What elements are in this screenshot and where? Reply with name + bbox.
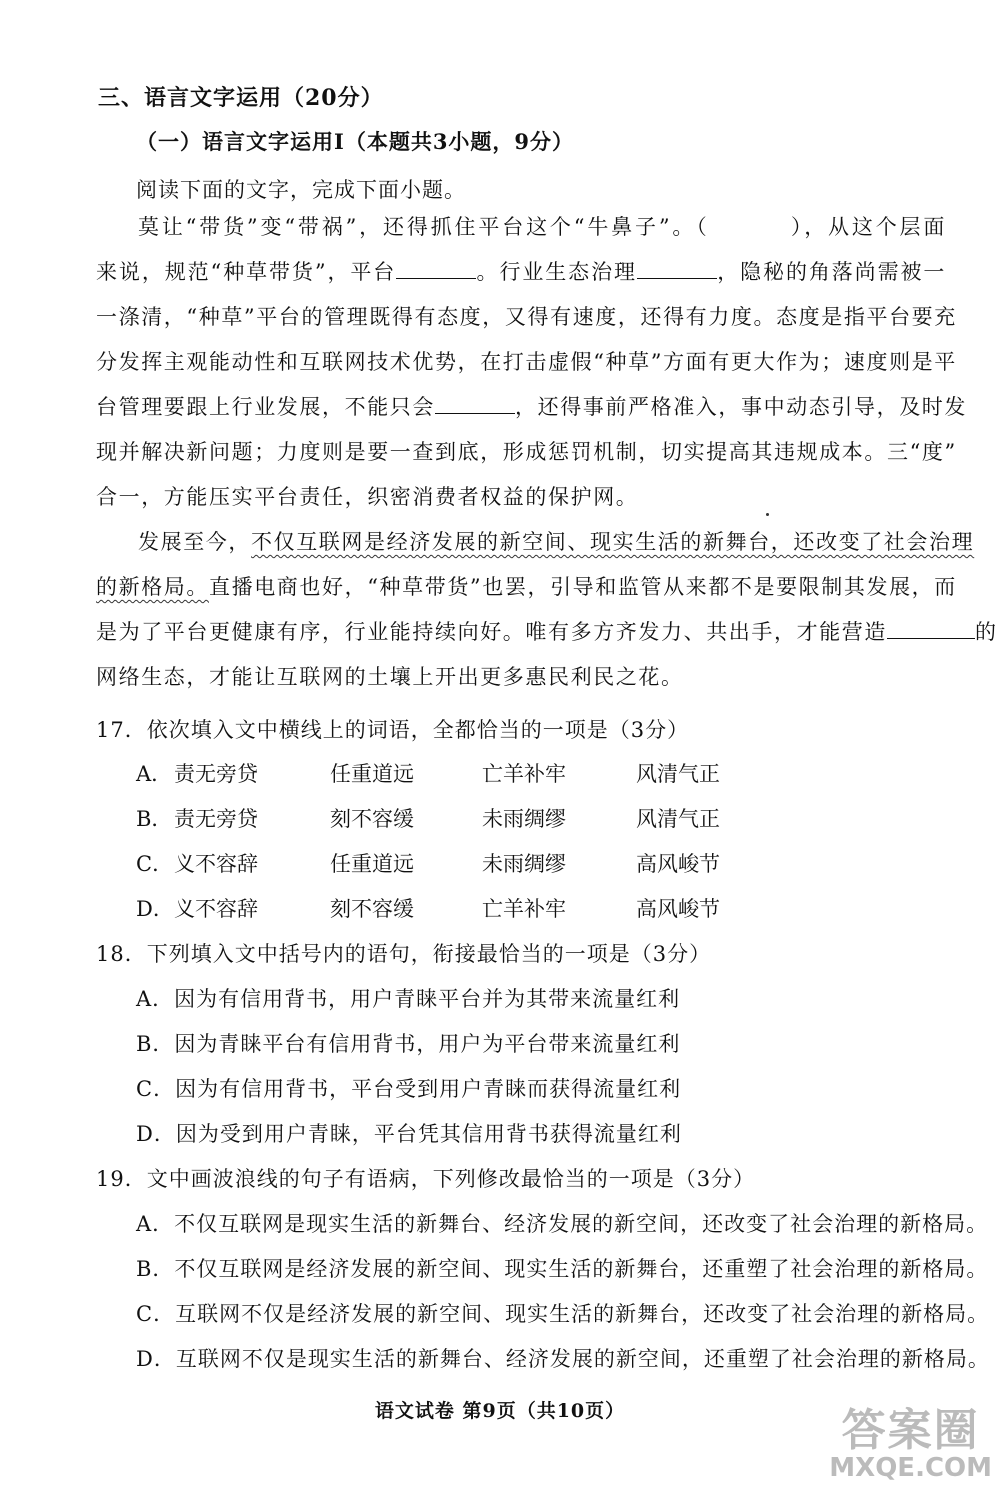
passage-line: 台管理要跟上行业发展，不能只会 ，还得事前严格准入，事中动态引导，及时发 xyxy=(96,395,967,419)
question-19-option-c: C．互联网不仅是经济发展的新空间、现实生活的新舞台，还改变了社会治理的新格局。 xyxy=(136,1302,990,1326)
page-footer: 语文试卷 第9页（共10页） xyxy=(374,1400,626,1422)
question-18-option-a: A．因为有信用背书，用户青睐平台并为其带来流量红利 xyxy=(136,987,681,1011)
question-19-option-b: B．不仅互联网是经济发展的新空间、现实生活的新舞台，还重塑了社会治理的新格局。 xyxy=(136,1257,989,1281)
passage-line: 一涤清，“种草”平台的管理既得有态度，又得有速度，还得有力度。态度是指平台要充 xyxy=(96,305,957,329)
fill-blank xyxy=(435,395,515,414)
passage-line: 合一，方能压实平台责任，织密消费者权益的保护网。 xyxy=(96,485,639,509)
passage-paragraph-1 xyxy=(96,205,967,520)
fill-blank xyxy=(887,620,975,639)
passage-line: 莫让“带货”变“带祸”，还得抓住平台这个“牛鼻子”。（ ），从这个层面 xyxy=(138,215,946,239)
watermark-logo: 答案圈 MXQE.COM xyxy=(829,1405,992,1483)
passage-line: 分发挥主观能动性和互联网技术优势，在打击虚假“种草”方面有更大作为；速度则是平 xyxy=(96,350,957,374)
wavy-underlined-sentence: 的新格局。 xyxy=(96,575,209,599)
question-19-option-d: D．互联网不仅是现实生活的新舞台、经济发展的新空间，还重塑了社会治理的新格局。 xyxy=(136,1347,990,1371)
subsection-title: （一）语言文字运用Ⅰ（本题共3小题，9分） xyxy=(136,129,575,154)
question-18-option-c: C．因为有信用背书，平台受到用户青睐而获得流量红利 xyxy=(136,1077,682,1101)
reading-instruction: 阅读下面的文字，完成下面小题。 xyxy=(136,178,466,202)
passage-line: 是为了平台更健康有序，行业能持续向好。唯有多方齐发力、共出手，才能营造 的 xyxy=(96,620,998,644)
question-18-option-b: B．因为青睐平台有信用背书，用户为平台带来流量红利 xyxy=(136,1032,681,1056)
question-18-stem: 18．下列填入文中括号内的语句，衔接最恰当的一项是（3分） xyxy=(96,942,712,966)
question-19-option-a: A．不仅互联网是现实生活的新舞台、经济发展的新空间，还改变了社会治理的新格局。 xyxy=(136,1212,989,1236)
passage-line: 来说，规范“种草带货”，平台 。行业生态治理 ，隐秘的角落尚需被一 xyxy=(96,260,947,284)
passage-line: 发展至今，不仅互联网是经济发展的新空间、现实生活的新舞台，还改变了社会治理 xyxy=(138,530,975,554)
passage-line: 网络生态，才能让互联网的土壤上开出更多惠民利民之花。 xyxy=(96,665,684,689)
wavy-underlined-sentence: 不仅互联网是经济发展的新空间、现实生活的新舞台，还改变了社会治理 xyxy=(251,530,975,554)
passage-line: 的新格局。直播电商也好，“种草带货”也罢，引导和监管从来都不是要限制其发展，而 xyxy=(96,575,957,599)
question-17-stem: 17．依次填入文中横线上的词语，全都恰当的一项是（3分） xyxy=(96,718,690,742)
passage-paragraph-2 xyxy=(96,520,998,700)
emphasis-dot xyxy=(766,513,769,516)
fill-blank xyxy=(637,260,717,279)
question-18-option-d: D．因为受到用户青睐，平台凭其信用背书获得流量红利 xyxy=(136,1122,682,1146)
exam-page: 三、语言文字运用（20分） （一）语言文字运用Ⅰ（本题共3小题，9分） 阅读下面的文字，完成下面小题。 莫让“带货”变“带祸”，还得抓住平台这个“牛鼻子”。（ ），从这个层面 来说，规范“种草带货”，平台 。行业生态治理 ，隐秘的角落尚需被一 一涤清，“种草”平台的管理既得有态度，又得有速度，还得有力度。态度是指平台要充 分发挥主观能动性和互联网技术优势，在打击虚假“种草”方面有更大作为；速度则是平 台管理要跟上行业发展，不能只会 ，还得事前严格准入，事中动态引导，及时发 现并解决新问题；力度则是要一查到底，形成惩罚机制，切实提高其违规成本。三“度” 合一，方能压实平台责任，织密消费者权益的保护网。 发展至今，不仅互联网是经济发展的新空间、现实生活的新舞台，还改变了社会治理 的新格局。直播电商也好，“种草带货”也罢，引导和监管从来都不是要限制其发展，而 是为了平台更健康有序，行业能持续向好。唯有多方齐发力、共出手，才能营造 的 网络生态，才能让互联网的土壤上开出更多惠民利民之花。 17．依次填入文中横线上的词语，全都恰当的一项是（3分） A． 责无旁贷 任重道远 亡羊补牢 风清气正 B． 责无旁贷 刻不容缓 未雨绸缪 风清气正 C． 义不容辞 任重道远 未雨绸缪 高风峻节 D． 义不容辞 刻不容缓 亡羊补牢 高风峻节 18．下列填入文中括号内的语句，衔接最恰当的一项是（3分） A．因为有信用背书，用户青睐平台并为其带来流量红利 B．因为青睐平台有信用背书，用户为平台带来流量红利 C．因为有信用背书，平台受到用户青睐而获得流量红利 D．因为受到用户青睐，平台凭其信用背书获得流量红利 19．文中画波浪线的句子有语病，下列修改最恰当的一项是（3分） A．不仅互联网是现实生活的新舞台、经济发展的新空间，还改变了社会治理的新格局。 B．不仅互联网是经济发展的新空间、现实生活的新舞台，还重塑了社会治理的新格局。 C．互联网不仅是经济发展的新空间、现实生活的新舞台，还改变了社会治理的新格局。 D．互联网不仅是现实生活的新舞台、经济发展的新空间，还重塑了社会治理的新格局。 语文试卷 第9页（共10页） 答案圈 MXQE.COM xyxy=(0,0,1000,1502)
section-title: 三、语言文字运用（20分） xyxy=(98,85,384,111)
fill-blank xyxy=(396,260,476,279)
passage-line: 现并解决新问题；力度则是要一查到底，形成惩罚机制，切实提高其违规成本。三“度” xyxy=(96,440,957,464)
question-19-stem: 19．文中画波浪线的句子有语病，下列修改最恰当的一项是（3分） xyxy=(96,1167,756,1191)
